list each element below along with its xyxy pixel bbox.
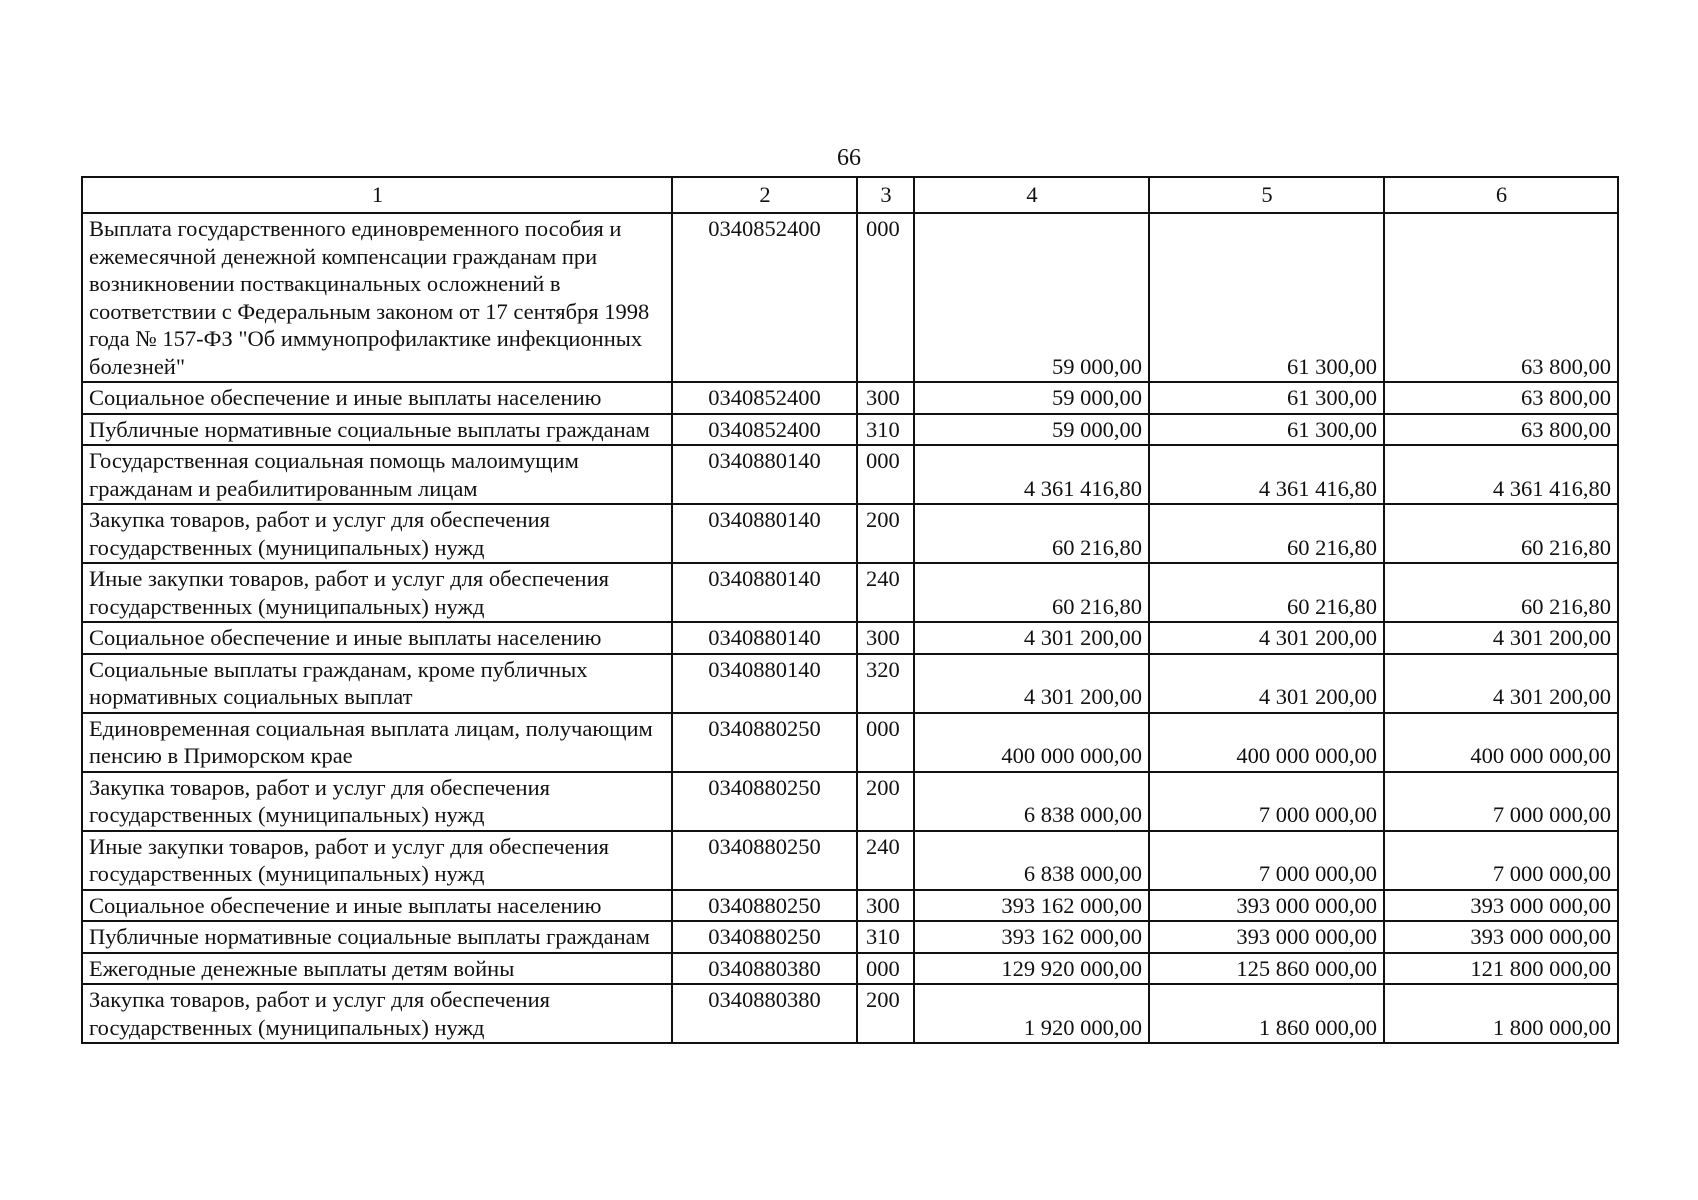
amount-col5-cell: 125 860 000,00 xyxy=(1149,953,1384,985)
amount-col6-cell: 1 800 000,00 xyxy=(1384,984,1618,1043)
table-header xyxy=(82,177,1618,213)
expense-type-cell: 200 xyxy=(857,504,914,563)
table-row xyxy=(82,504,1618,563)
table-row xyxy=(82,713,1618,772)
expense-name-cell: Публичные нормативные социальные выплаты гражданам xyxy=(82,414,672,446)
column-header-4: 4 xyxy=(914,177,1149,213)
table-body xyxy=(82,213,1618,1043)
amount-col6-cell: 4 361 416,80 xyxy=(1384,445,1618,504)
amount-col6-cell: 7 000 000,00 xyxy=(1384,831,1618,890)
amount-col5-cell: 61 300,00 xyxy=(1149,213,1384,382)
amount-col6-cell: 7 000 000,00 xyxy=(1384,772,1618,831)
expense-type-cell: 000 xyxy=(857,713,914,772)
expense-name-cell: Иные закупки товаров, работ и услуг для обеспечения государственных (муниципальных) нужд xyxy=(82,831,672,890)
table-row xyxy=(82,213,1618,382)
amount-col6-cell: 63 800,00 xyxy=(1384,213,1618,382)
target-code-cell: 0340880140 xyxy=(672,563,857,622)
amount-col5-cell: 393 000 000,00 xyxy=(1149,890,1384,922)
table-row xyxy=(82,445,1618,504)
target-code-cell: 0340880140 xyxy=(672,504,857,563)
table-row xyxy=(82,984,1618,1043)
table-row xyxy=(82,890,1618,922)
amount-col6-cell: 393 000 000,00 xyxy=(1384,890,1618,922)
expense-type-cell: 200 xyxy=(857,772,914,831)
expense-type-cell: 310 xyxy=(857,414,914,446)
header-row xyxy=(82,177,1618,213)
amount-col5-cell: 7 000 000,00 xyxy=(1149,772,1384,831)
amount-col5-cell: 7 000 000,00 xyxy=(1149,831,1384,890)
amount-col6-cell: 4 301 200,00 xyxy=(1384,622,1618,654)
table-row xyxy=(82,831,1618,890)
amount-col4-cell: 60 216,80 xyxy=(914,504,1149,563)
table-row xyxy=(82,921,1618,953)
target-code-cell: 0340852400 xyxy=(672,213,857,382)
expense-type-cell: 000 xyxy=(857,445,914,504)
target-code-cell: 0340880140 xyxy=(672,445,857,504)
amount-col4-cell: 393 162 000,00 xyxy=(914,921,1149,953)
target-code-cell: 0340880250 xyxy=(672,713,857,772)
column-header-2: 2 xyxy=(672,177,857,213)
column-header-3: 3 xyxy=(857,177,914,213)
table-row xyxy=(82,563,1618,622)
expense-name-cell: Публичные нормативные социальные выплаты гражданам xyxy=(82,921,672,953)
amount-col6-cell: 60 216,80 xyxy=(1384,563,1618,622)
column-header-1: 1 xyxy=(82,177,672,213)
expense-type-cell: 300 xyxy=(857,382,914,414)
expense-type-cell: 300 xyxy=(857,890,914,922)
table-row xyxy=(82,382,1618,414)
amount-col6-cell: 393 000 000,00 xyxy=(1384,921,1618,953)
expense-name-cell: Социальное обеспечение и иные выплаты населению xyxy=(82,890,672,922)
column-header-6: 6 xyxy=(1384,177,1618,213)
amount-col5-cell: 61 300,00 xyxy=(1149,382,1384,414)
expense-name-cell: Закупка товаров, работ и услуг для обеспечения государственных (муниципальных) нужд xyxy=(82,504,672,563)
amount-col4-cell: 6 838 000,00 xyxy=(914,772,1149,831)
table-row xyxy=(82,622,1618,654)
amount-col4-cell: 400 000 000,00 xyxy=(914,713,1149,772)
amount-col4-cell: 1 920 000,00 xyxy=(914,984,1149,1043)
amount-col5-cell: 60 216,80 xyxy=(1149,563,1384,622)
expense-type-cell: 000 xyxy=(857,953,914,985)
expense-name-cell: Ежегодные денежные выплаты детям войны xyxy=(82,953,672,985)
expense-name-cell: Иные закупки товаров, работ и услуг для обеспечения государственных (муниципальных) нужд xyxy=(82,563,672,622)
amount-col4-cell: 393 162 000,00 xyxy=(914,890,1149,922)
expense-type-cell: 320 xyxy=(857,654,914,713)
expense-name-cell: Социальное обеспечение и иные выплаты населению xyxy=(82,622,672,654)
amount-col6-cell: 400 000 000,00 xyxy=(1384,713,1618,772)
amount-col4-cell: 6 838 000,00 xyxy=(914,831,1149,890)
expense-name-cell: Закупка товаров, работ и услуг для обеспечения государственных (муниципальных) нужд xyxy=(82,984,672,1043)
amount-col4-cell: 59 000,00 xyxy=(914,213,1149,382)
expense-name-cell: Выплата государственного единовременного пособия и ежемесячной денежной компенсации гражданам при возникновении поствакцинальных осложнений в соответствии с Федеральным законом от 17 сентября 1998 года № 157-ФЗ "Об иммунопрофилактике инфекционных болезней" xyxy=(82,213,672,382)
column-header-5: 5 xyxy=(1149,177,1384,213)
expense-type-cell: 310 xyxy=(857,921,914,953)
amount-col4-cell: 60 216,80 xyxy=(914,563,1149,622)
expense-type-cell: 300 xyxy=(857,622,914,654)
target-code-cell: 0340852400 xyxy=(672,414,857,446)
amount-col4-cell: 4 361 416,80 xyxy=(914,445,1149,504)
amount-col5-cell: 1 860 000,00 xyxy=(1149,984,1384,1043)
table-row xyxy=(82,414,1618,446)
target-code-cell: 0340880140 xyxy=(672,654,857,713)
expense-type-cell: 240 xyxy=(857,563,914,622)
amount-col6-cell: 63 800,00 xyxy=(1384,382,1618,414)
amount-col5-cell: 400 000 000,00 xyxy=(1149,713,1384,772)
amount-col6-cell: 121 800 000,00 xyxy=(1384,953,1618,985)
page-number: 66 xyxy=(837,145,861,171)
amount-col4-cell: 4 301 200,00 xyxy=(914,622,1149,654)
amount-col4-cell: 4 301 200,00 xyxy=(914,654,1149,713)
target-code-cell: 0340880250 xyxy=(672,921,857,953)
expense-type-cell: 000 xyxy=(857,213,914,382)
amount-col5-cell: 393 000 000,00 xyxy=(1149,921,1384,953)
target-code-cell: 0340880250 xyxy=(672,831,857,890)
table-row xyxy=(82,953,1618,985)
amount-col6-cell: 4 301 200,00 xyxy=(1384,654,1618,713)
amount-col5-cell: 61 300,00 xyxy=(1149,414,1384,446)
budget-table xyxy=(81,176,1619,1044)
expense-name-cell: Государственная социальная помощь малоимущим гражданам и реабилитированным лицам xyxy=(82,445,672,504)
expense-type-cell: 200 xyxy=(857,984,914,1043)
target-code-cell: 0340880250 xyxy=(672,772,857,831)
target-code-cell: 0340880380 xyxy=(672,953,857,985)
target-code-cell: 0340852400 xyxy=(672,382,857,414)
amount-col5-cell: 4 301 200,00 xyxy=(1149,622,1384,654)
amount-col6-cell: 63 800,00 xyxy=(1384,414,1618,446)
amount-col6-cell: 60 216,80 xyxy=(1384,504,1618,563)
target-code-cell: 0340880380 xyxy=(672,984,857,1043)
table-row xyxy=(82,772,1618,831)
amount-col5-cell: 60 216,80 xyxy=(1149,504,1384,563)
expense-type-cell: 240 xyxy=(857,831,914,890)
expense-name-cell: Закупка товаров, работ и услуг для обеспечения государственных (муниципальных) нужд xyxy=(82,772,672,831)
amount-col4-cell: 59 000,00 xyxy=(914,414,1149,446)
amount-col4-cell: 129 920 000,00 xyxy=(914,953,1149,985)
table-row xyxy=(82,654,1618,713)
expense-name-cell: Социальное обеспечение и иные выплаты населению xyxy=(82,382,672,414)
expense-name-cell: Единовременная социальная выплата лицам, получающим пенсию в Приморском крае xyxy=(82,713,672,772)
amount-col5-cell: 4 361 416,80 xyxy=(1149,445,1384,504)
amount-col4-cell: 59 000,00 xyxy=(914,382,1149,414)
target-code-cell: 0340880250 xyxy=(672,890,857,922)
amount-col5-cell: 4 301 200,00 xyxy=(1149,654,1384,713)
expense-name-cell: Социальные выплаты гражданам, кроме публичных нормативных социальных выплат xyxy=(82,654,672,713)
target-code-cell: 0340880140 xyxy=(672,622,857,654)
